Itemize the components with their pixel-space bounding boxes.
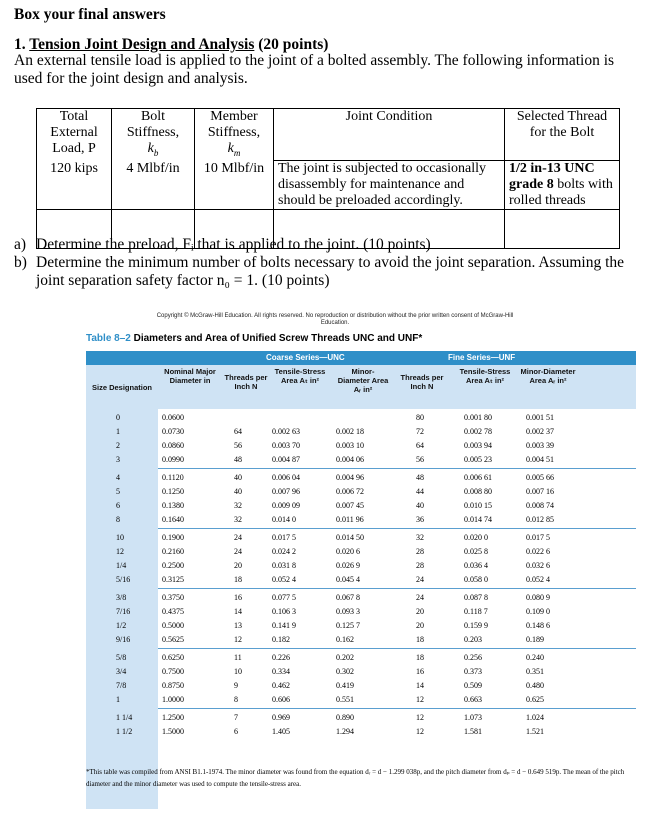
- table-cell: 8: [116, 515, 120, 524]
- table-cell: 0.159 9: [464, 621, 488, 630]
- row-group-separator: [158, 468, 636, 469]
- table-cell: 0.462: [272, 681, 290, 690]
- question-text: Determine the preload, Fᵢ that is applied to the joint. (10 points): [36, 236, 431, 253]
- table-row: [86, 545, 636, 559]
- table-cell: 40: [234, 473, 242, 482]
- table-cell: 0.162: [336, 635, 354, 644]
- table-cell: 64: [234, 427, 242, 436]
- table-cell: 0.002 63: [272, 427, 300, 436]
- col-minor-fine: Minor-Diameter Area Aᵣ in²: [520, 367, 576, 385]
- table-cell: 1.294: [336, 727, 354, 736]
- table-cell: 1.405: [272, 727, 290, 736]
- table-cell: 1/4: [116, 561, 127, 570]
- row-group-separator: [158, 528, 636, 529]
- table-row: [86, 605, 636, 619]
- table-cell: 0.551: [336, 695, 354, 704]
- table-cell: 0.509: [464, 681, 482, 690]
- table-cell: 0.005 23: [464, 455, 492, 464]
- table-cell: 0.024 2: [272, 547, 296, 556]
- table-cell: 0.020 0: [464, 533, 488, 542]
- table-cell: 0.1380: [162, 501, 184, 510]
- table-cell: 7/16: [116, 607, 131, 616]
- table-cell: 24: [416, 593, 424, 602]
- table-cell: 0.002 37: [526, 427, 554, 436]
- coarse-series-label: Coarse Series—UNC: [266, 353, 345, 362]
- table-cell: 16: [234, 593, 242, 602]
- table-cell: 0.7500: [162, 667, 184, 676]
- table-cell: 0.0860: [162, 441, 184, 450]
- table-cell: 40: [416, 501, 424, 510]
- table-cell: 40: [234, 487, 242, 496]
- row-group-separator: [158, 708, 636, 709]
- table-cell: 0.1120: [162, 473, 184, 482]
- table-cell: 7/8: [116, 681, 127, 690]
- series-header-band: [86, 351, 636, 365]
- value-member-stiffness: 10 Mlbf/in: [195, 161, 274, 210]
- table-cell: 24: [234, 547, 242, 556]
- table-cell: 0.0600: [162, 413, 184, 422]
- table-cell: 0.004 06: [336, 455, 364, 464]
- table-cell: 0.118 7: [464, 607, 488, 616]
- table-cell: 0.419: [336, 681, 354, 690]
- table-cell: 0.351: [526, 667, 544, 676]
- table-cell: 72: [416, 427, 424, 436]
- table-cell: 14: [416, 681, 424, 690]
- problem-points: (20 points): [258, 36, 329, 53]
- table-cell: 0.025 8: [464, 547, 488, 556]
- table-cell: 0.003 10: [336, 441, 364, 450]
- table-cell: 48: [234, 455, 242, 464]
- header-selected-thread: Selected Thread for the Bolt: [505, 109, 620, 161]
- table-cell: 0.012 85: [526, 515, 554, 524]
- table-cell: 0.141 9: [272, 621, 296, 630]
- table-cell: 0.3125: [162, 575, 184, 584]
- table-cell: 20: [416, 621, 424, 630]
- table-cell: 0.125 7: [336, 621, 360, 630]
- thread-spec-bold: 1/2 in-13 UNC grade 8: [509, 161, 595, 193]
- table-cell: 0.0990: [162, 455, 184, 464]
- table-cell: 0.005 66: [526, 473, 554, 482]
- table-cell: 0.256: [464, 653, 482, 662]
- table-cell: 7: [234, 713, 238, 722]
- table-cell: 18: [416, 635, 424, 644]
- table-cell: 12: [416, 695, 424, 704]
- copyright-notice: Copyright © McGraw-Hill Education. All rights reserved. No reproduction or distribution without the prior written consent of McGraw-Hill Education.: [156, 313, 514, 326]
- table-cell: 5: [116, 487, 120, 496]
- problem-title-text: Tension Joint Design and Analysis: [29, 36, 255, 53]
- table-cell: 0.014 74: [464, 515, 492, 524]
- table-row: [86, 619, 636, 633]
- table-cell: 0.006 61: [464, 473, 492, 482]
- table-cell: 3/8: [116, 593, 127, 602]
- table-cell: 0.4375: [162, 607, 184, 616]
- table-cell: 48: [416, 473, 424, 482]
- table-cell: 0.2160: [162, 547, 184, 556]
- table-cell: 18: [234, 575, 242, 584]
- table-cell: 36: [416, 515, 424, 524]
- table-cell: 1.581: [464, 727, 482, 736]
- table-cell: 0.026 9: [336, 561, 360, 570]
- table-row: [86, 559, 636, 573]
- col-tpi-fine: Threads per Inch N: [400, 373, 444, 391]
- table-cell: 0.052 4: [272, 575, 296, 584]
- question-text: Determine the minimum number of bolts necessary to avoid the joint separation. Assuming the joint separation safety factor n₀ = 1. (10 points): [36, 254, 625, 289]
- table-row: [86, 499, 636, 513]
- table-cell: 0.014 50: [336, 533, 364, 542]
- table-cell: 1.0000: [162, 695, 184, 704]
- question-b: [14, 254, 644, 290]
- table-cell: 0.003 39: [526, 441, 554, 450]
- table-cell: 0.014 0: [272, 515, 296, 524]
- table-cell: 9/16: [116, 635, 131, 644]
- table-cell: 32: [234, 515, 242, 524]
- table-cell: 0.002 18: [336, 427, 364, 436]
- table-cell: 28: [416, 547, 424, 556]
- question-label: a): [14, 236, 27, 253]
- table-cell: 1.024: [526, 713, 544, 722]
- table-cell: 16: [416, 667, 424, 676]
- row-group-separator: [158, 588, 636, 589]
- table-caption: [86, 333, 422, 344]
- column-headers: [86, 365, 636, 409]
- table-cell: 32: [234, 501, 242, 510]
- problem-number: 1.: [14, 36, 26, 53]
- table-cell: 0.004 96: [336, 473, 364, 482]
- table-cell: 9: [234, 681, 238, 690]
- table-cell: 1.5000: [162, 727, 184, 736]
- col-tpi-coarse: Threads per Inch N: [224, 373, 268, 391]
- table-cell: 1.073: [464, 713, 482, 722]
- table-cell: 20: [234, 561, 242, 570]
- table-cell: 32: [416, 533, 424, 542]
- table-cell: 1.521: [526, 727, 544, 736]
- table-cell: 0.006 04: [272, 473, 300, 482]
- question-label: b): [14, 254, 27, 271]
- given-data-table: [36, 108, 620, 249]
- table-cell: 12: [416, 727, 424, 736]
- table-cell: 0.009 09: [272, 501, 300, 510]
- table-cell: 0.001 80: [464, 413, 492, 422]
- table-cell: 6: [116, 501, 120, 510]
- table-row: [86, 471, 636, 485]
- table-cell: 0.001 51: [526, 413, 554, 422]
- table-cell: 56: [416, 455, 424, 464]
- table-cell: 0.004 51: [526, 455, 554, 464]
- table-cell: 0.032 6: [526, 561, 550, 570]
- table-cell: 0.058 0: [464, 575, 488, 584]
- table-cell: 12: [416, 713, 424, 722]
- table-cell: 0.004 87: [272, 455, 300, 464]
- table-cell: 0.5625: [162, 635, 184, 644]
- table-cell: 0.1900: [162, 533, 184, 542]
- table-cell: 10: [116, 533, 124, 542]
- value-selected-thread: [505, 161, 620, 210]
- col-ts-fine: Tensile-Stress Area Aₜ in²: [459, 367, 511, 385]
- table-row: [86, 665, 636, 679]
- table-cell: 4: [116, 473, 120, 482]
- table-cell: 18: [416, 653, 424, 662]
- table-row: [86, 425, 636, 439]
- table-cell: 20: [416, 607, 424, 616]
- table-cell: 0.017 5: [272, 533, 296, 542]
- value-load: 120 kips: [37, 161, 112, 210]
- table-cell: 0.148 6: [526, 621, 550, 630]
- row-group-separator: [158, 648, 636, 649]
- table-cell: 0.302: [336, 667, 354, 676]
- table-cell: 0.109 0: [526, 607, 550, 616]
- header-bolt-stiffness: Bolt Stiffness, $k_b$: [112, 109, 195, 161]
- table-cell: 0.020 6: [336, 547, 360, 556]
- table-cell: 1 1/2: [116, 727, 133, 736]
- table-cell: 0.106 3: [272, 607, 296, 616]
- table-cell: 13: [234, 621, 242, 630]
- table-cell: 0.003 94: [464, 441, 492, 450]
- table-row: [86, 633, 636, 647]
- page-heading: Box your final answers: [14, 6, 166, 23]
- table-cell: 0.203: [464, 635, 482, 644]
- table-cell: 0.008 74: [526, 501, 554, 510]
- table-cell: 0.087 8: [464, 593, 488, 602]
- table-cell: 0.3750: [162, 593, 184, 602]
- table-cell: 10: [234, 667, 242, 676]
- table-cell: 1 1/4: [116, 713, 133, 722]
- table-cell: 0.1250: [162, 487, 184, 496]
- table-cell: 0.007 45: [336, 501, 364, 510]
- col-size: Size Designation: [91, 383, 152, 392]
- header-load: Total External Load, P: [37, 109, 112, 161]
- table-cell: 0.017 5: [526, 533, 550, 542]
- table-cell: 0.202: [336, 653, 354, 662]
- col-nominal: Nominal Major Diameter in: [164, 367, 216, 385]
- table-row: [86, 411, 636, 425]
- table-row: [86, 513, 636, 527]
- table-cell: 0.5000: [162, 621, 184, 630]
- table-row: [86, 711, 636, 725]
- table-cell: 0.007 96: [272, 487, 300, 496]
- table-cell: 6: [234, 727, 238, 736]
- value-joint-condition: The joint is subjected to occasionally disassembly for maintenance and should be preloaded accordingly.: [274, 161, 505, 210]
- table-cell: 0: [116, 413, 120, 422]
- problem-intro: An external tensile load is applied to the joint of a bolted assembly. The following information is used for the joint design and analysis.: [14, 52, 615, 87]
- table-cell: 0.182: [272, 635, 290, 644]
- table-cell: 0.663: [464, 695, 482, 704]
- table-cell: 0.067 8: [336, 593, 360, 602]
- value-bolt-stiffness: 4 Mlbf/in: [112, 161, 195, 210]
- table-cell: 80: [416, 413, 424, 422]
- table-cell: 0.890: [336, 713, 354, 722]
- table-cell: 0.226: [272, 653, 290, 662]
- table-row: [86, 591, 636, 605]
- col-minor-coarse: Minor-Diameter Area Aᵣ in²: [337, 367, 389, 394]
- table-cell: 0.8750: [162, 681, 184, 690]
- table-cell: 1.2500: [162, 713, 184, 722]
- table-cell: 0.006 72: [336, 487, 364, 496]
- header-joint-condition: Joint Condition: [274, 109, 505, 161]
- table-cell: 64: [416, 441, 424, 450]
- table-cell: 0.077 5: [272, 593, 296, 602]
- table-cell: 1: [116, 427, 120, 436]
- table-cell: 0.2500: [162, 561, 184, 570]
- table-cell: 2: [116, 441, 120, 450]
- table-cell: 0.011 96: [336, 515, 364, 524]
- table-row: [86, 453, 636, 467]
- table-cell: 0.003 70: [272, 441, 300, 450]
- table-row: [86, 679, 636, 693]
- table-cell: 56: [234, 441, 242, 450]
- table-cell: 0.036 4: [464, 561, 488, 570]
- table-row: [86, 651, 636, 665]
- table-cell: 0.002 78: [464, 427, 492, 436]
- table-cell: 0.093 3: [336, 607, 360, 616]
- table-cell: 0.008 80: [464, 487, 492, 496]
- fine-series-label: Fine Series—UNF: [448, 353, 516, 362]
- questions: [14, 236, 644, 290]
- table-cell: 14: [234, 607, 242, 616]
- table-cell: 12: [234, 635, 242, 644]
- table-row: [86, 439, 636, 453]
- table-cell: 0.606: [272, 695, 290, 704]
- table-row: [86, 573, 636, 587]
- table-title: Diameters and Area of Unified Screw Threads UNC and UNF*: [133, 333, 423, 344]
- table-cell: 0.022 6: [526, 547, 550, 556]
- table-row: [86, 531, 636, 545]
- table-cell: 8: [234, 695, 238, 704]
- table-cell: 0.007 16: [526, 487, 554, 496]
- table-cell: 0.373: [464, 667, 482, 676]
- table-row: [86, 693, 636, 707]
- table-footnote: *This table was compiled from ANSI B1.1-1974. The minor diameter was found from the equation dᵣ = d − 1.299 038p, and the pitch diameter from dₚ = d − 0.649 519p. The mean of the pitch diameter and the minor diameter was used to compute the tensile-stress area.: [86, 768, 625, 788]
- table-cell: 0.0730: [162, 427, 184, 436]
- table-cell: 0.240: [526, 653, 544, 662]
- table-cell: 0.031 8: [272, 561, 296, 570]
- table-cell: 0.1640: [162, 515, 184, 524]
- table-cell: 0.052 4: [526, 575, 550, 584]
- table-cell: 12: [116, 547, 124, 556]
- table-cell: 0.189: [526, 635, 544, 644]
- table-cell: 0.625: [526, 695, 544, 704]
- table-number: Table 8–2: [86, 333, 131, 344]
- table-cell: 24: [416, 575, 424, 584]
- table-cell: 0.480: [526, 681, 544, 690]
- table-row: [86, 485, 636, 499]
- table-cell: 3: [116, 455, 120, 464]
- header-member-stiffness: Member Stiffness, $k_m$: [195, 109, 274, 161]
- table-cell: 0.334: [272, 667, 290, 676]
- table-cell: 3/4: [116, 667, 127, 676]
- table-cell: 0.969: [272, 713, 290, 722]
- thread-spec-rest: bolts with rolled threads: [509, 177, 613, 209]
- table-cell: 44: [416, 487, 424, 496]
- table-row: [86, 725, 636, 739]
- table-cell: 0.010 15: [464, 501, 492, 510]
- table-cell: 28: [416, 561, 424, 570]
- table-cell: 24: [234, 533, 242, 542]
- table-cell: 11: [234, 653, 242, 662]
- table-cell: 0.6250: [162, 653, 184, 662]
- table-cell: 5/16: [116, 575, 131, 584]
- col-ts-coarse: Tensile-Stress Area Aₜ in²: [274, 367, 326, 385]
- table-cell: 5/8: [116, 653, 127, 662]
- table-cell: 0.080 9: [526, 593, 550, 602]
- question-a: [14, 236, 644, 254]
- table-cell: 1: [116, 695, 120, 704]
- table-cell: 0.045 4: [336, 575, 360, 584]
- table-cell: 1/2: [116, 621, 127, 630]
